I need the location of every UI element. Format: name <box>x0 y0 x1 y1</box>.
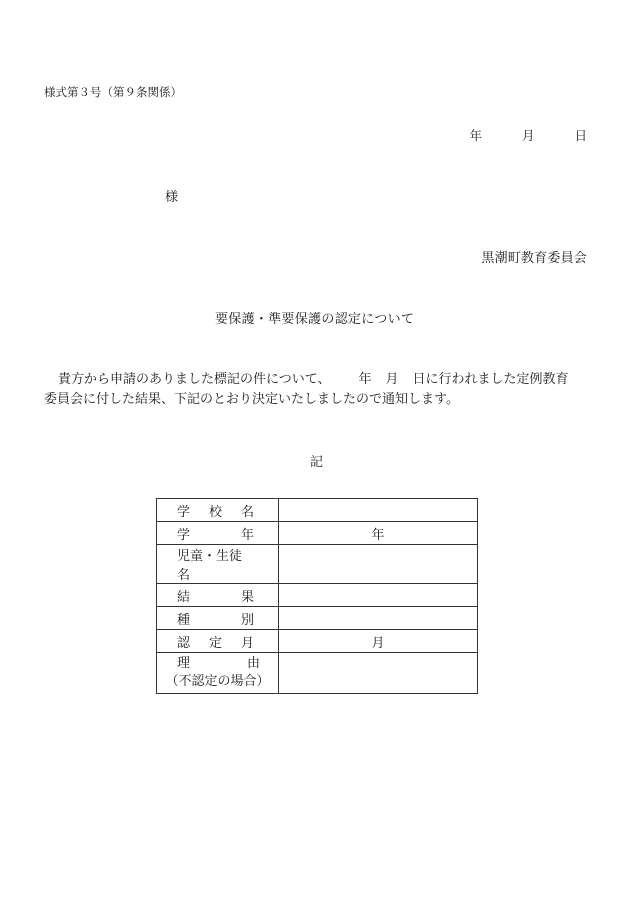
reason-note: （不認定の場合） <box>165 674 270 689</box>
label-result: 結 果 <box>157 584 279 607</box>
issuer-name: 黒潮町教育委員会 <box>481 251 587 266</box>
date-line <box>469 126 587 144</box>
body-text <box>44 370 590 410</box>
value-school-name <box>279 499 478 522</box>
label-student-name: 児童・生徒名 <box>157 545 279 584</box>
record-table <box>156 498 478 694</box>
value-student-name <box>279 545 478 584</box>
date-month-label: 月 <box>521 128 535 143</box>
value-approval-month: 月 <box>279 630 478 653</box>
date-day-label: 日 <box>574 128 587 143</box>
value-result <box>279 584 478 607</box>
value-category <box>279 607 478 630</box>
label-grade: 学 年 <box>157 522 279 545</box>
ki-heading: 記 <box>310 455 324 470</box>
label-approval-month: 認 定 月 <box>157 630 279 653</box>
addressee-suffix: 様 <box>165 190 179 205</box>
table-row <box>157 607 478 630</box>
table-row <box>157 653 478 694</box>
date-year-label: 年 <box>469 128 482 143</box>
table-row <box>157 545 478 584</box>
document-subject: 要保護・準要保護の認定について <box>215 312 415 327</box>
label-reason: 理 由 （不認定の場合） <box>157 653 279 694</box>
body-line-1: 貴方から申請のありました標記の件について、 年 月 日に行われました定例教育 <box>58 372 569 387</box>
value-grade: 年 <box>279 522 478 545</box>
form-number: 様式第３号（第９条関係） <box>44 85 182 99</box>
table-row <box>157 522 478 545</box>
label-category: 種 別 <box>157 607 279 630</box>
table-row <box>157 630 478 653</box>
body-line-2: 委員会に付した結果、下記のとおり決定いたしましたので通知します。 <box>44 392 459 407</box>
table-row <box>157 584 478 607</box>
label-school-name: 学 校 名 <box>157 499 279 522</box>
table-row <box>157 499 478 522</box>
value-reason <box>279 653 478 694</box>
